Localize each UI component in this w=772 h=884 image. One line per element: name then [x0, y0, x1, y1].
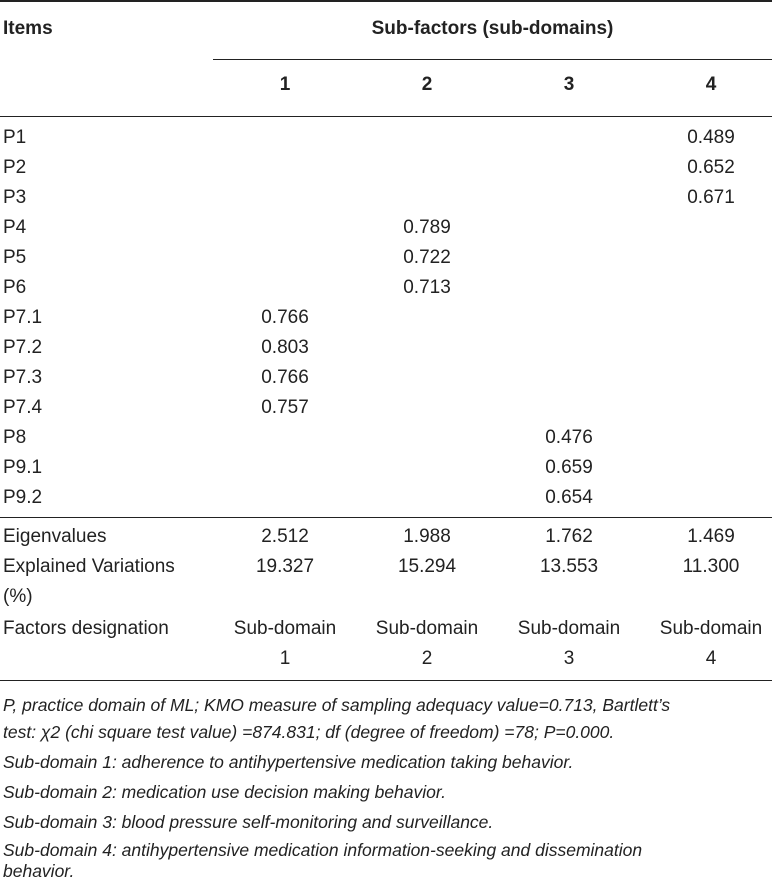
item-label: P7.2	[3, 337, 43, 358]
group-underline-rule	[213, 59, 772, 60]
column-header-3: 3	[563, 74, 575, 95]
loading-cell: 0.757	[261, 397, 309, 418]
footnote-sub-domain-4: Sub-domain 4: antihypertensive medication information-seeking and dissemination	[3, 840, 643, 860]
designation-cell: Sub-domain	[233, 618, 337, 639]
designation-number: 4	[705, 648, 717, 669]
explained-cell: 11.300	[682, 556, 740, 577]
table-bottom-rule	[0, 680, 772, 681]
loading-cell: 0.713	[403, 277, 451, 298]
items-header: Items	[3, 18, 53, 39]
explained-cell: 19.327	[255, 556, 315, 577]
loading-cell: 0.652	[687, 157, 735, 178]
footnote-sub-domain-1: Sub-domain 1: adherence to antihypertensive medication taking behavior.	[3, 752, 574, 772]
explained-label: Explained Variations	[3, 556, 175, 577]
sub-factors-header: Sub-factors (sub-domains)	[371, 18, 614, 39]
eigenvalues-label: Eigenvalues	[3, 526, 107, 547]
item-label: P6	[3, 277, 27, 298]
column-header-2: 2	[421, 74, 433, 95]
footnote-statistics: test: χ2 (chi square test value) =874.831; df (degree of freedom) =78; P=0.000.	[3, 722, 615, 742]
column-header-1: 1	[279, 74, 291, 95]
item-label: P4	[3, 217, 27, 238]
loading-cell: 0.671	[687, 187, 735, 208]
item-label: P2	[3, 157, 27, 178]
designation-number: 1	[279, 648, 291, 669]
designation-label: Factors designation	[3, 618, 169, 639]
column-header-4: 4	[705, 74, 717, 95]
item-label: P5	[3, 247, 27, 268]
eigenvalue-cell: 1.469	[687, 526, 735, 547]
eigenvalue-cell: 1.988	[403, 526, 451, 547]
loading-cell: 0.659	[545, 457, 593, 478]
loading-cell: 0.722	[403, 247, 451, 268]
body-bottom-rule	[0, 517, 772, 518]
eigenvalue-cell: 1.762	[545, 526, 593, 547]
table-top-rule	[0, 0, 772, 2]
item-label: P3	[3, 187, 27, 208]
loading-cell: 0.489	[687, 127, 735, 148]
item-label: P7.1	[3, 307, 43, 328]
loading-cell: 0.476	[545, 427, 593, 448]
eigenvalue-cell: 2.512	[261, 526, 309, 547]
footnote-abbreviations: P, practice domain of ML; KMO measure of sampling adequacy value=0.713, Bartlett’s	[3, 695, 671, 715]
loading-cell: 0.766	[261, 367, 309, 388]
designation-number: 3	[563, 648, 575, 669]
loading-cell: 0.654	[545, 487, 593, 508]
explained-cell: 13.553	[539, 556, 599, 577]
designation-cell: Sub-domain	[375, 618, 479, 639]
loading-cell: 0.803	[261, 337, 309, 358]
item-label: P9.2	[3, 487, 43, 508]
item-label: P8	[3, 427, 27, 448]
designation-cell: Sub-domain	[659, 618, 763, 639]
footnote-sub-domain-2: Sub-domain 2: medication use decision making behavior.	[3, 782, 446, 802]
explained-label-unit: (%)	[3, 586, 33, 607]
item-label: P9.1	[3, 457, 43, 478]
loading-cell: 0.766	[261, 307, 309, 328]
designation-number: 2	[421, 648, 433, 669]
item-label: P7.3	[3, 367, 43, 388]
designation-cell: Sub-domain	[517, 618, 621, 639]
loading-cell: 0.789	[403, 217, 451, 238]
explained-cell: 15.294	[397, 556, 457, 577]
item-label: P1	[3, 127, 27, 148]
footnote-sub-domain-4-cont: behavior.	[3, 861, 75, 881]
header-bottom-rule	[0, 116, 772, 117]
footnote-sub-domain-3: Sub-domain 3: blood pressure self-monitoring and surveillance.	[3, 812, 494, 832]
item-label: P7.4	[3, 397, 43, 418]
